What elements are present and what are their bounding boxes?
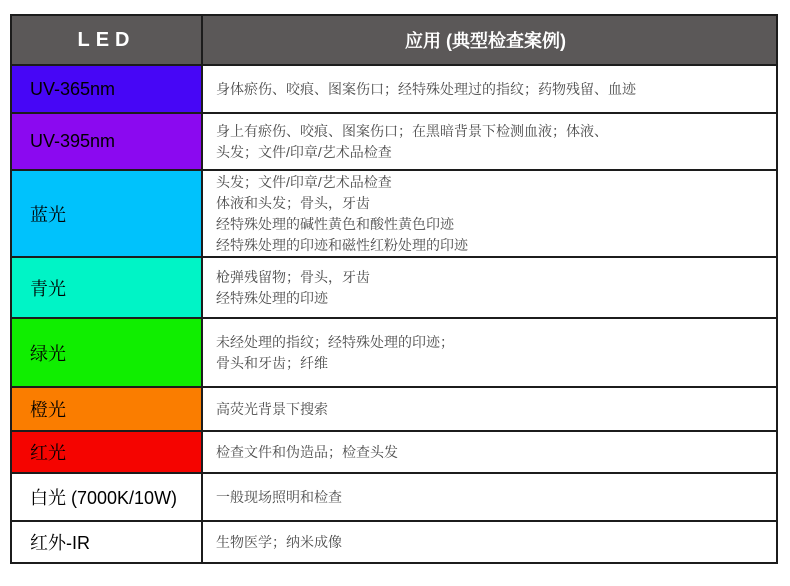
led-label-infrared: 红外-IR xyxy=(12,522,203,562)
application-line: 经特殊处理的印迹和磁性红粉处理的印迹 xyxy=(216,236,468,253)
led-application-table xyxy=(10,14,778,564)
application-cell xyxy=(203,522,776,562)
application-line: 生物医学；纳米成像 xyxy=(216,533,342,550)
application-line: 骨头和牙齿；纤维 xyxy=(216,354,328,371)
application-line: 一般现场照明和检查 xyxy=(216,488,342,505)
application-line: 经特殊处理的印迹 xyxy=(216,289,328,306)
table-row-white xyxy=(12,472,776,520)
application-line: 体液和头发；骨头，牙齿 xyxy=(216,194,370,211)
led-label-blue: 蓝光 xyxy=(12,171,203,256)
table-row-uv395 xyxy=(12,112,776,169)
application-line: 枪弹残留物；骨头，牙齿 xyxy=(216,268,370,285)
application-column-header: 应用 (典型检查案例) xyxy=(203,16,776,64)
table-row-uv365 xyxy=(12,64,776,112)
application-line: 高荧光背景下搜索 xyxy=(216,400,328,417)
application-line: 未经处理的指纹；经特殊处理的印迹； xyxy=(216,333,454,350)
table-row-infrared xyxy=(12,520,776,562)
table-row-orange xyxy=(12,386,776,430)
application-line: 身体瘀伤、咬痕、图案伤口；经特殊处理过的指纹；药物残留、血迹 xyxy=(216,80,636,97)
led-label-white: 白光 (7000K/10W) xyxy=(12,474,203,520)
led-label-orange: 橙光 xyxy=(12,388,203,430)
led-label-cyan: 青光 xyxy=(12,258,203,317)
application-cell xyxy=(203,171,776,256)
table-row-red xyxy=(12,430,776,472)
application-cell xyxy=(203,258,776,317)
application-line: 经特殊处理的碱性黄色和酸性黄色印迹 xyxy=(216,215,454,232)
led-label-green: 绿光 xyxy=(12,319,203,386)
led-label-red: 红光 xyxy=(12,432,203,472)
application-line: 检查文件和伪造品；检查头发 xyxy=(216,443,398,460)
application-line: 头发；文件/印章/艺术品检查 xyxy=(216,173,392,190)
led-label-uv395: UV-395nm xyxy=(12,114,203,169)
application-line: 身上有瘀伤、咬痕、图案伤口；在黑暗背景下检测血液；体液、 xyxy=(216,122,608,139)
table-header-row xyxy=(12,16,776,64)
table-row-cyan xyxy=(12,256,776,317)
application-line: 头发；文件/印章/艺术品检查 xyxy=(216,143,392,160)
led-label-uv365: UV-365nm xyxy=(12,66,203,112)
table-row-green xyxy=(12,317,776,386)
application-cell xyxy=(203,319,776,386)
application-cell xyxy=(203,388,776,430)
application-cell xyxy=(203,114,776,169)
application-cell xyxy=(203,432,776,472)
table-row-blue xyxy=(12,169,776,256)
application-cell xyxy=(203,474,776,520)
led-column-header: LED xyxy=(12,16,203,64)
application-cell xyxy=(203,66,776,112)
